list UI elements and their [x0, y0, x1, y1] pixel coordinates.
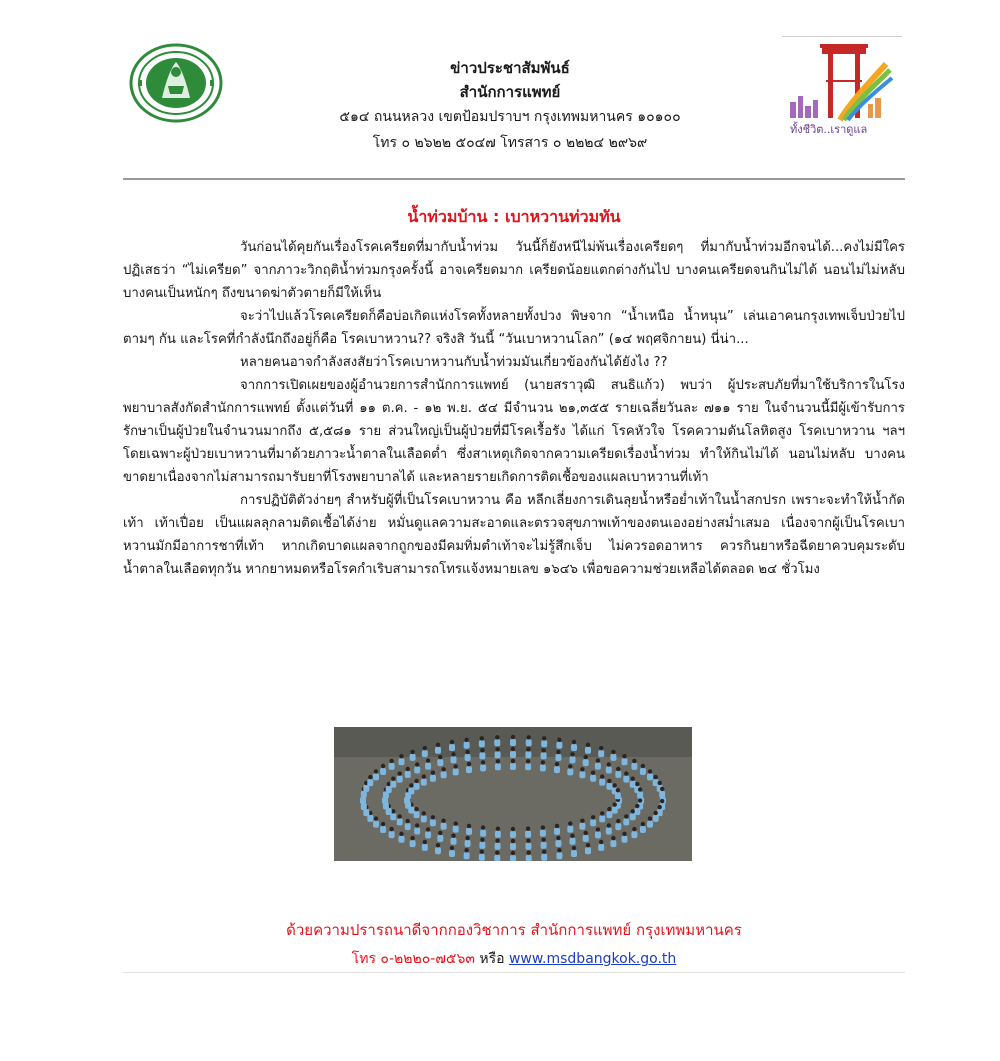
header-title: ข่าวประชาสัมพันธ์	[450, 59, 570, 77]
footer-tel: โทร ๐-๒๒๒๐-๗๕๖๓	[351, 951, 475, 967]
paragraph: หลายคนอาจกำลังสงสัยว่าโรคเบาหวานกับน้ำท่วมมันเกี่ยวข้องกันได้ยังไง ??	[240, 355, 668, 370]
footer-contact	[123, 948, 905, 970]
giant-swing-logo	[782, 36, 902, 136]
footer-credit: ด้วยความปรารถนาดีจากกองวิชาการ สำนักการแพทย์ กรุงเทพมหานคร	[286, 921, 742, 939]
header-org: สำนักการแพทย์	[459, 83, 561, 101]
blue-circle-photo	[334, 727, 692, 861]
logo-caption: ทั้งชีวิต..เราดูแล	[790, 123, 868, 136]
article-title: น้ำท่วมบ้าน : เบาหวานท่วมทัน	[407, 207, 621, 226]
paragraph: การปฏิบัติตัวง่ายๆ สำหรับผู้ที่เป็นโรคเบาหวาน คือ หลีกเลี่ยงการเดินลุยน้ำหรือย่ำเท้าในน้ำสกปรก เพราะจะทำให้น้ำกัดเท้า เท้าเปื่อย เป็นแผลลุกลามติดเชื้อได้ง่าย หมั่นดูแลความสะอาดและตรวจสุขภาพเท้าของตนเองอย่างสม่ำเสมอ เนื่องจากผู้เป็นโรคเบาหวานมักมีอาการชาที่เท้า หากเกิดบาดแผลจากถูกของมีคมทิ่มตำเท้าจะไม่รู้สึกเจ็บ ไม่ควรอดอาหาร ควรกินยาหรือฉีดยาควบคุมระดับน้ำตาลในเลือดทุกวัน หากยาหมดหรือโรคกำเริบสามารถโทรแจ้งหมายเลข ๑๖๔๖ เพื่อขอความช่วยเหลือได้ตลอด ๒๔ ชั่วโมง	[123, 493, 905, 577]
header-phone: โทร ๐ ๒๖๒๒ ๕๐๔๗ โทรสาร ๐ ๒๒๒๔ ๒๙๖๙	[372, 135, 648, 151]
header-divider	[123, 178, 905, 180]
footer-divider	[123, 972, 905, 973]
footer-or: หรือ	[479, 951, 505, 967]
paragraph: วันก่อนได้คุยกันเรื่องโรคเครียดที่มากับน้ำท่วม วันนี้ก็ยังหนีไม่พ้นเรื่องเครียดๆ ที่มากับน้ำท่วมอีกจนได้...คงไม่มีใครปฏิเสธว่า “ไม่เครียด” จากภาวะวิกฤติน้ำท่วมกรุงครั้งนี้ อาจเครียดมาก เครียดน้อยแตกต่างกันไป บางคนเครียดจนกินไม่ได้ นอนไม่ไม่หลับ บางคนเป็นหนักๆ ถึงขนาดฆ่าตัวตายก็มีให้เห็น	[123, 240, 905, 301]
article-body	[123, 236, 905, 581]
paragraph: จากการเปิดเผยของผู้อำนวยการสำนักการแพทย์ (นายสราวุฒิ สนธิแก้ว) พบว่า ผู้ประสบภัยที่มาใช้บริการในโรงพยาบาลสังกัดสำนักการแพทย์ ตั้งแต่วันที่ ๑๑ ต.ค. - ๑๒ พ.ย. ๕๔ มีจำนวน ๒๑,๓๕๕ รายเฉลี่ยวันละ ๗๑๑ ราย ในจำนวนนี้มีผู้เข้ารับการรักษาเป็นผู้ป่วยในจำนวนมากถึง ๕,๕๘๑ ราย ส่วนใหญ่เป็นผู้ป่วยที่มีโรคเรื้อรัง ได้แก่ โรคหัวใจ โรคความดันโลหิตสูง โรคเบาหวาน ฯลฯ โดยเฉพาะผู้ป่วยเบาหวานที่มาด้วยภาวะน้ำตาลในเลือดต่ำ ซึ่งสาเหตุเกิดจากความเครียดเรื่องน้ำท่วม ทำให้กินไม่ได้ นอนไม่หลับ บางคนขาดยาเนื่องจากไม่สามารถมารับยาที่โรงพยาบาลได้ และหลายรายเกิดการติดเชื้อของแผลเบาหวานที่เท้า	[123, 378, 905, 485]
website-link[interactable]: www.msdbangkok.go.th	[508, 951, 677, 967]
paragraph: จะว่าไปแล้วโรคเครียดก็คือบ่อเกิดแห่งโรคทั้งหลายทั้งปวง พิษจาก “น้ำเหนือ น้ำหนุน” เล่นเอาคนกรุงเทพเจ็บป่วยไปตามๆ กัน และโรคที่กำลังนึกถึงอยู่ก็คือ โรคเบาหวาน?? จริงสิ วันนี้ “วันเบาหวานโลก” (๑๔ พฤศจิกายน) นี่น่า...	[123, 309, 905, 347]
bma-seal-logo	[128, 42, 224, 124]
header-block	[280, 56, 740, 156]
header-address: ๕๑๔ ถนนหลวง เขตป้อมปราบฯ กรุงเทพมหานคร ๑๐๑๐๐	[339, 109, 681, 125]
